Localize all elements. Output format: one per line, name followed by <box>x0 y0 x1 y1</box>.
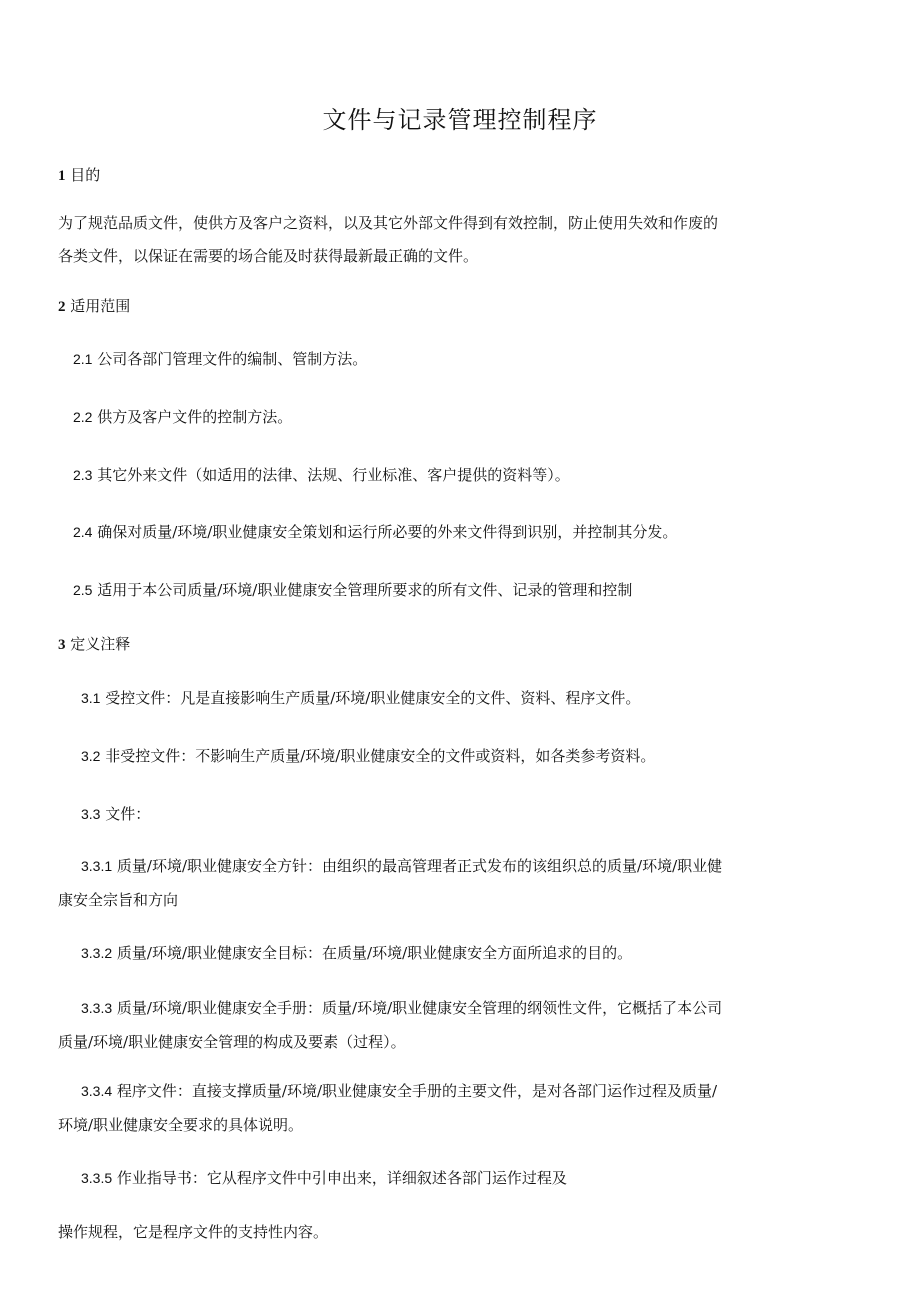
section-heading-text: 适用范围 <box>70 297 131 315</box>
item-text: 确保对质量/环境/职业健康安全策划和运行所必要的外来文件得到识别，并控制其分发。 <box>97 523 678 541</box>
item-number: 3.3.3 <box>81 1000 113 1016</box>
item-2-5 <box>73 580 632 600</box>
item-number: 3.3 <box>81 806 101 822</box>
item-text: 公司各部门管理文件的编制、管制方法。 <box>97 350 368 368</box>
item-2-1 <box>73 349 367 369</box>
item-text: 质量/环境/职业健康安全目标：在质量/环境/职业健康安全方面所追求的目的。 <box>116 944 633 962</box>
item-number: 2.5 <box>73 582 93 598</box>
item-3-2 <box>81 746 655 766</box>
item-number: 3.1 <box>81 690 101 706</box>
item-3-3-5 <box>81 1168 567 1188</box>
final-line: 操作规程，它是程序文件的支持性内容。 <box>58 1223 329 1241</box>
section-number: 1 <box>58 168 66 184</box>
item-text: 质量/环境/职业健康安全方针：由组织的最高管理者正式发布的该组织总的质量/环境/职业健 <box>116 857 723 875</box>
item-number: 3.3.1 <box>81 858 113 874</box>
item-3-3-4 <box>81 1081 717 1101</box>
item-text: 程序文件：直接支撑质量/环境/职业健康安全手册的主要文件，是对各部门运作过程及质量/ <box>116 1082 718 1100</box>
section-heading-text: 定义注释 <box>70 635 131 653</box>
item-text: 供方及客户文件的控制方法。 <box>97 408 293 426</box>
item-3-3-3 <box>81 998 722 1018</box>
item-3-3 <box>81 804 150 824</box>
item-number: 2.4 <box>73 524 93 540</box>
section-1-heading <box>58 165 100 186</box>
item-number: 3.3.2 <box>81 945 113 961</box>
item-3-3-3-continuation: 质量/环境/职业健康安全管理的构成及要素（过程）。 <box>58 1033 406 1051</box>
item-3-3-1-continuation: 康安全宗旨和方向 <box>58 891 179 909</box>
item-text: 非受控文件：不影响生产质量/环境/职业健康安全的文件或资料，如各类参考资料。 <box>105 747 656 765</box>
item-text: 受控文件：凡是直接影响生产质量/环境/职业健康安全的文件、资料、程序文件。 <box>105 689 641 707</box>
document-title: 文件与记录管理控制程序 <box>322 106 598 134</box>
item-text: 质量/环境/职业健康安全手册：质量/环境/职业健康安全管理的纲领性文件，它概括了本公司 <box>116 999 723 1017</box>
item-text: 文件： <box>105 805 151 823</box>
section-1-body-line-1: 为了规范品质文件，使供方及客户之资料，以及其它外部文件得到有效控制，防止使用失效和作废的 <box>58 214 719 232</box>
item-number: 2.3 <box>73 467 93 483</box>
item-number: 3.2 <box>81 748 101 764</box>
item-number: 3.3.4 <box>81 1083 113 1099</box>
item-text: 适用于本公司质量/环境/职业健康安全管理所要求的所有文件、记录的管理和控制 <box>97 581 633 599</box>
item-2-2 <box>73 407 292 427</box>
item-3-1 <box>81 688 640 708</box>
section-number: 3 <box>58 637 66 653</box>
item-3-3-1 <box>81 856 722 876</box>
section-1-body-line-2: 各类文件，以保证在需要的场合能及时获得最新最正确的文件。 <box>58 247 479 265</box>
item-3-3-4-continuation: 环境/职业健康安全要求的具体说明。 <box>58 1116 304 1134</box>
item-text: 作业指导书：它从程序文件中引申出来，详细叙述各部门运作过程及 <box>116 1169 567 1187</box>
section-2-heading <box>58 296 130 317</box>
item-3-3-2 <box>81 943 632 963</box>
section-heading-text: 目的 <box>70 166 101 184</box>
section-number: 2 <box>58 299 66 315</box>
item-text: 其它外来文件（如适用的法律、法规、行业标准、客户提供的资料等）。 <box>97 466 570 484</box>
item-number: 2.1 <box>73 351 93 367</box>
item-number: 2.2 <box>73 409 93 425</box>
item-number: 3.3.5 <box>81 1170 113 1186</box>
item-2-3 <box>73 465 570 485</box>
item-2-4 <box>73 522 677 542</box>
section-3-heading <box>58 634 130 655</box>
